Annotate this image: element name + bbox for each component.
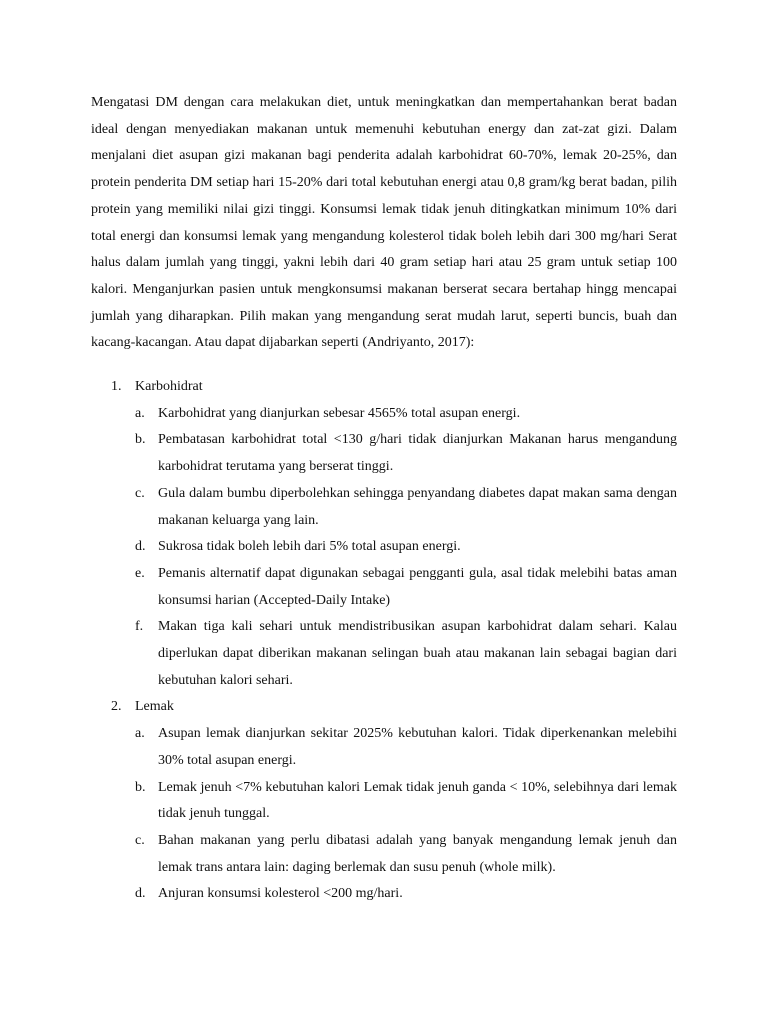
item-text: Anjuran konsumsi kolesterol <200 mg/hari. [158, 886, 403, 902]
list-item [135, 481, 677, 534]
list-section-karbohidrat [91, 374, 677, 694]
item-text: Asupan lemak dianjurkan sekitar 2025% kebutuhan kalori. Tidak diperkenankan melebihi 30% total asupan energi. [158, 726, 677, 768]
list-item [135, 775, 677, 828]
item-letter: f. [135, 619, 144, 635]
item-text: Bahan makanan yang perlu dibatasi adalah yang banyak mengandung lemak jenuh dan lemak trans antara lain: daging berlemak dan susu penuh (whole milk). [158, 832, 677, 875]
item-letter: e. [135, 565, 145, 581]
item-letter: d. [135, 886, 146, 902]
list-item [135, 881, 677, 908]
item-letter: c. [135, 485, 145, 501]
list-item [135, 614, 677, 694]
list-item [135, 534, 677, 561]
item-letter: b. [135, 779, 146, 795]
list-item [135, 828, 677, 881]
item-text: Sukrosa tidak boleh lebih dari 5% total asupan energi. [158, 539, 461, 555]
list-item [135, 427, 677, 480]
main-list [91, 374, 677, 908]
intro-paragraph: Mengatasi DM dengan cara melakukan diet, untuk meningkatkan dan mempertahankan berat badan ideal dengan menyediakan makanan untuk memenuhi kebutuhan energy dan zat-zat gizi. Dalam menjalani diet asupan gizi makanan bagi penderita adalah karbohidrat 60-70%, lemak 20-25%, dan protein penderita DM setiap hari 15-20% dari total kebutuhan energi atau 0,8 gram/kg berat badan, pilih protein yang memiliki nilai gizi tinggi. Konsumsi lemak tidak jenuh ditingkatkan minimum 10% dari total energi dan konsumsi lemak yang mengandung kolesterol tidak boleh lebih dari 300 mg/hari Serat halus dalam jumlah yang tinggi, yakni lebih dari 40 gram setiap hari atau 25 gram untuk setiap 100 kalori. Menganjurkan pasien untuk mengkonsumsi makanan berserat secara bertahap hingg mencapai jumlah yang diharapkan. Pilih makan yang mengandung serat mudah larut, seperti buncis, buah dan kacang-kacangan. Atau dapat dijabarkan seperti (Andriyanto, 2017): [91, 95, 677, 351]
item-text: Gula dalam bumbu diperbolehkan sehingga penyandang diabetes dapat makan sama dengan makanan keluarga yang lain. [158, 485, 677, 528]
section-title: Karbohidrat [135, 379, 203, 395]
sub-list [135, 721, 677, 908]
item-text: Pemanis alternatif dapat digunakan sebagai pengganti gula, asal tidak melebihi batas aman konsumsi harian (Accepted-Daily Intake) [158, 565, 677, 608]
item-text: Pembatasan karbohidrat total <130 g/hari tidak dianjurkan Makanan harus mengandung karbohidrat terutama yang berserat tinggi. [158, 432, 677, 475]
item-letter: b. [135, 432, 146, 448]
document-page [91, 90, 677, 908]
section-title: Lemak [135, 699, 174, 715]
section-number: 2. [111, 699, 122, 715]
item-letter: a. [135, 405, 145, 421]
list-section-lemak [91, 694, 677, 908]
item-text: Lemak jenuh <7% kebutuhan kalori Lemak tidak jenuh ganda < 10%, selebihnya dari lemak tidak jenuh tunggal. [158, 779, 677, 822]
item-letter: c. [135, 832, 145, 848]
item-text: Karbohidrat yang dianjurkan sebesar 4565% total asupan energi. [158, 405, 521, 421]
sub-list [135, 401, 677, 695]
list-item [135, 561, 677, 614]
list-item [135, 721, 677, 774]
item-text: Makan tiga kali sehari untuk mendistribusikan asupan karbohidrat dalam sehari. Kalau diperlukan dapat diberikan makanan selingan buah atau makanan lain sebagai bagian dari kebutuhan kalori sehari. [158, 619, 677, 688]
item-letter: d. [135, 539, 146, 555]
list-item [135, 401, 677, 428]
item-letter: a. [135, 726, 145, 742]
section-number: 1. [111, 379, 122, 395]
